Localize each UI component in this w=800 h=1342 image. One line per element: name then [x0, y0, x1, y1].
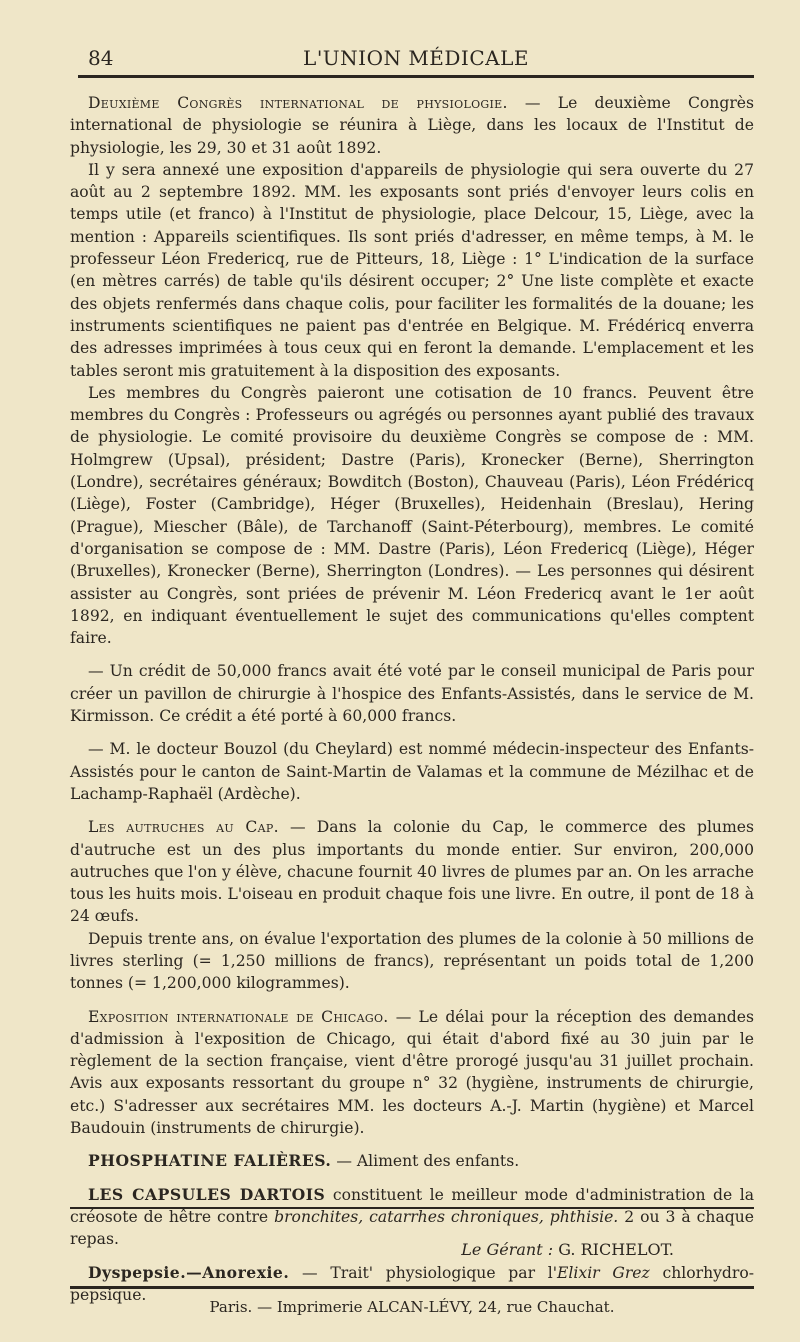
ad-brand: Dyspepsie.—Anorexie.	[88, 1262, 290, 1282]
article-autruches	[70, 816, 754, 927]
paragraph-text: Depuis trente ans, on évalue l'exportation des plumes de la colonie à 50 millions de livres sterling (= 1,250 millions de francs), représentant un poids total de 1,200 tonnes (= 1,200,000 kilogrammes).	[70, 929, 754, 993]
paragraph-text: — Un crédit de 50,000 francs avait été voté par le conseil municipal de Paris pour créer un pavillon de chirurgie à l'hospice des Enfants-Assistés, dans le service de M. Kirmisson. Ce crédit a été porté à 60,000 francs.	[70, 662, 754, 726]
article-chicago	[70, 1006, 754, 1140]
article-column	[70, 92, 754, 1306]
article-credit	[70, 660, 754, 727]
ad-tail: chlorhydro-pepsique.	[70, 1263, 755, 1304]
paragraph-text: Il y sera annexé une exposition d'appareils de physiologie qui sera ouverte du 27 août au 2 septembre 1892. MM. les exposants sont priés d'envoyer leurs colis en temps utile (et franco) à l'Institut de physiologie, place Delcour, 15, Liège, avec la mention : Appareils scientifiques. Ils sont priés d'adresser, en même temps, à M. le professeur Léon Fredericq, rue de Pitteurs, 18, Liège : 1° L'indication de la surface (en mètres carrés) de table qu'ils désirent occuper; 2° Une liste complète et exacte des objets renfermés dans chaque colis, pour faciliter les formalités de la douane; les instruments scientifiques ne paient pas d'entrée en Belgique. M. Frédéricq enverra des adresses imprimées à tous ceux qui en feront la demande. L'emplacement et les tables seront mis gratuitement à la disposition des exposants.	[70, 160, 754, 380]
signature-name: G. RICHELOT.	[558, 1240, 674, 1259]
footer-rule	[70, 1286, 754, 1289]
article-congres-intro	[70, 92, 754, 159]
ad-text: constituent le meilleur mode d'administration de la créosote de hêtre contre	[70, 1185, 754, 1226]
header-rule	[78, 75, 754, 78]
page-number: 84	[88, 46, 114, 70]
paragraph-text: — Dans la colonie du Cap, le commerce des plumes d'autruche est un des plus importants du monde entier. Sur environ, 200,000 autruches que l'on y élève, chacune fournit 40 livres de plumes par an. On les arrache tous les huits mois. L'oiseau en produit chaque fois une livre. En outre, il pont de 18 à 24 œufs.	[70, 818, 754, 926]
article-title-chicago: Exposition internationale de Chicago.	[88, 1007, 389, 1026]
ad-tail: 2 ou 3 à chaque repas.	[70, 1207, 755, 1249]
article-congres-exposition	[70, 159, 754, 382]
signature-label: Le Gérant :	[461, 1240, 554, 1259]
paragraph-text: — M. le docteur Bouzol (du Cheylard) est nommé médecin-inspecteur des Enfants-Assistés pour le canton de Saint-Martin de Valamas et la commune de Mézilhac et de Lachamp-Raphaël (Ardèche).	[70, 740, 754, 803]
article-congres-membres	[70, 382, 754, 650]
article-autruches-export	[70, 928, 754, 995]
journal-title: L'UNION MÉDICALE	[303, 46, 529, 70]
paragraph-text: — Le deuxième Congrès international de physiologie se réunira à Liège, dans les locaux de l'Institut de physiologie, les 29, 30 et 31 août 1892.	[70, 94, 754, 157]
ad-phosphatine	[70, 1150, 754, 1172]
running-header	[78, 42, 754, 78]
ad-italic: Elixir Grez	[557, 1263, 650, 1282]
article-bouzol	[70, 738, 754, 805]
section-rule	[70, 1207, 754, 1209]
signature	[70, 1240, 674, 1259]
ad-italic: bronchites, catarrhes chroniques, phthisie.	[274, 1207, 619, 1226]
paragraph-text: Les membres du Congrès paieront une cotisation de 10 francs. Peuvent être membres du Congrès : Professeurs ou agrégés ou personnes ayant publié des travaux de physiologie. Le comité provisoire du deuxième Congrès se compose de : MM. Holmgrew (Upsal), président; Dastre (Paris), Kronecker (Berne), Sherrington (Londre), secrétaires généraux; Bowditch (Boston), Chauveau (Paris), Léon Frédéricq (Liège), Foster (Cambridge), Héger (Bruxelles), Heidenhain (Breslau), Hering (Prague), Miescher (Bâle), de Tarchanoff (Saint-Péterbourg), membres. Le comité d'organisation se compose de : MM. Dastre (Paris), Léon Fredericq (Liège), Héger (Bruxelles), Kronecker (Berne), Sherrington (Londres). — Les personnes qui désirent assister au Congrès, sont priées de prévenir M. Léon Fredericq avant le 1er août 1892, en indiquant éventuellement le sujet des communications qu'elles comptent faire.	[70, 383, 754, 648]
ad-brand: PHOSPHATINE FALIÈRES.	[88, 1151, 332, 1171]
article-title-autruches: Les autruches au Cap.	[88, 818, 279, 837]
ad-brand: LES CAPSULES DARTOIS	[88, 1184, 326, 1204]
ad-text: — Aliment des enfants.	[331, 1152, 520, 1171]
paragraph-text: — Le délai pour la réception des demandes d'admission à l'exposition de Chicago, qui était d'abord fixé au 30 juin par le règlement de la section française, vient d'être prorogé jusqu'au 31 juillet prochain. Avis aux exposants ressortant du groupe n° 32 (hygiène, instruments de chirurgie, etc.) S'adresser aux secrétaires MM. les docteurs A.-J. Martin (hygiène) et Marcel Baudouin (instruments de chirurgie).	[70, 1007, 754, 1138]
article-title-congres: Deuxième Congrès international de physiologie.	[88, 94, 508, 112]
printer-imprint: Paris. — Imprimerie ALCAN-LÉVY, 24, rue Chauchat.	[209, 1298, 615, 1316]
ad-text: — Trait' physiologique par l'	[289, 1263, 558, 1282]
